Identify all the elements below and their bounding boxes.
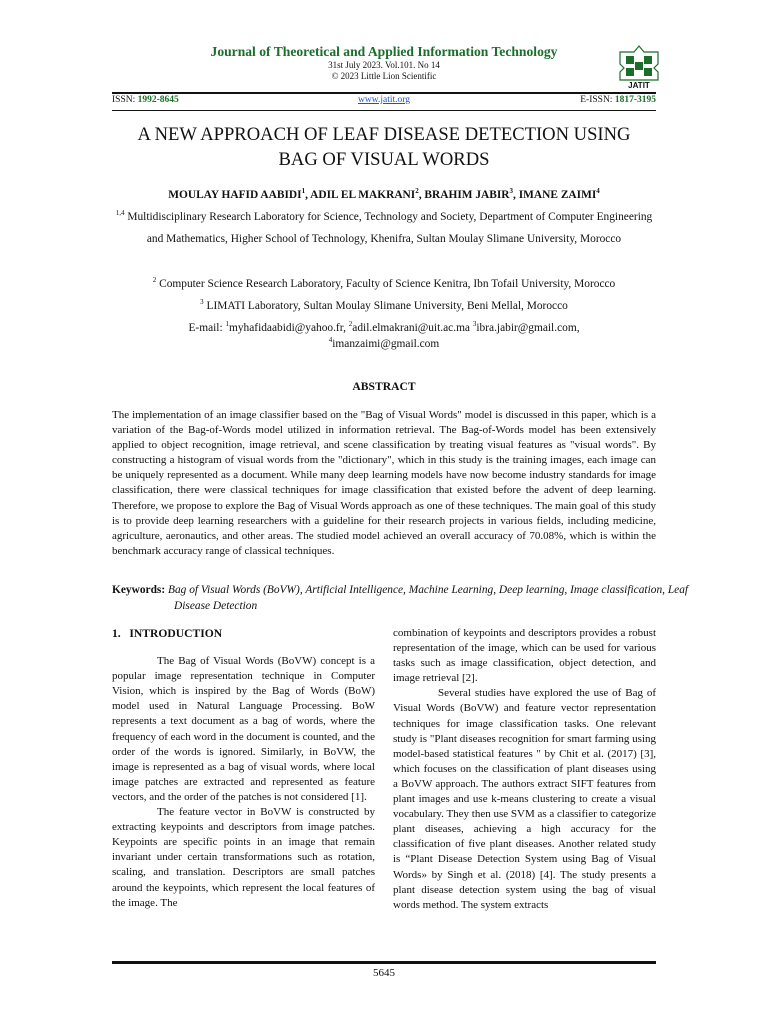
issue-line: 31st July 2023. Vol.101. No 14 — [328, 60, 440, 70]
affiliation: $^3$ LIMATI Laboratory, Sultan Moulay Slimane University, Beni Mellal, Morocco — [200, 298, 568, 312]
eissn: E-ISSN: 1817-3195 — [580, 95, 656, 105]
issn-rule — [112, 110, 656, 111]
header-rule — [112, 92, 656, 94]
author: ADIL EL MAKRANI$^2$, — [310, 187, 425, 201]
copyright-line: © 2023 Little Lion Scientific — [331, 71, 437, 81]
paper-title: A NEW APPROACH OF LEAF DISEASE DETECTION USING BAG OF VISUAL WORDS — [137, 124, 631, 170]
paragraph: combination of keypoints and descriptors provides a robust representation of the image, which can be used for various tasks such as image classification, object detection, and image retrieval [2]. — [393, 627, 656, 685]
paragraph: Several studies have explored the use of Bag of Visual Words (BoVW) and feature vector representation techniques for image classification tasks. One relevant study is "Plant diseases recognition for smart farming using model-based statistical features " by Chit et al. (2017) [3], which focuses on the classification of plant diseases using a BoVW approach. The authors extract SIFT features from plant images and use k-means clustering to create a visual vocabulary. They then use SVM as a classifier to categorize plant diseases, achieving a high accuracy for the classification of five plant diseases. Another related study is “Plant Disease Detection System using Bag of Visual Words» by Singh et al. (2018) [4]. The study presents a plant disease detection system using the bag of visual words method. The system extracts — [393, 687, 656, 911]
abstract-text: The implementation of an image classifier based on the "Bag of Visual Words" model is discussed in this paper, which is a variation of the Bag-of-Words model utilized in information retrieval. The Bag-of-Words model has been extensively applied to object recognition, image retrieval, and scene classification by treating visual features as "visual words". By constructing a histogram of visual words from the "dictionary", which in this study is the training images, each image can be uniquely represented as a document. While many deep learning models have now become industry standards for image classification, there were classical techniques for image classification that existed before the advent of deep learning. Therefore, we propose to explore the Bag of Visual Words approach as one of these techniques. The main goal of this study is to provide deep learning researchers with a guideline for their research projects in various fields, including medicine, agriculture, aeronautics, and other areas. The studied model achieved an overall accuracy of 70.08%, which is within the benchmark accuracy range of classical techniques. — [112, 409, 656, 557]
issn: ISSN: 1992-8645 — [112, 95, 179, 105]
website-link-wrap — [112, 95, 656, 105]
right-column — [393, 626, 656, 913]
jatit-logo — [616, 44, 662, 90]
svg-text:JATIT: JATIT — [628, 81, 650, 90]
abstract-heading: ABSTRACT — [352, 380, 416, 393]
email[interactable]: $^3$ibra.jabir@gmail.com — [472, 320, 577, 334]
journal-header — [112, 40, 656, 94]
keywords-label: Keywords: — [112, 584, 168, 596]
author: IMANE ZAIMI$^4$ — [518, 187, 600, 201]
email[interactable]: $^2$adil.elmakrani@uit.ac.ma — [348, 320, 470, 334]
left-column — [112, 626, 375, 911]
email[interactable]: $^1$myhafidaabidi@yahoo.fr — [225, 320, 344, 334]
paragraph: The Bag of Visual Words (BoVW) concept is a popular image representation technique in Computer Vision, which is inspired by the Bag of Words (BoW) model used in Natural Language Processing. BoW represents a text document as a bag of words, where the frequency of each word in the document is counted, and the order of the words is ignored. Similarly, in BoVW, the image is represented as a bag of visual words, where local image patches are extracted and represented as feature vectors, and the order of the patches is not considered [1]. — [112, 655, 375, 803]
page-number: 5645 — [373, 967, 395, 979]
keywords — [112, 582, 718, 614]
author: MOULAY HAFID AABIDI$^1$, — [168, 187, 311, 201]
issn-row — [112, 95, 656, 109]
keywords-text: Bag of Visual Words (BoVW), Artificial Intelligence, Machine Learning, Deep learning, Image classification, Leaf Disease Detection — [168, 584, 689, 612]
email-list: E-mail: $^1$myhafidaabidi@yahoo.fr, $^2$adil.elmakrani@uit.ac.ma $^3$ibra.jabir@gmail.com, $^4$imanzaimi@gmail.com — [188, 320, 580, 350]
author: BRAHIM JABIR$^3$, — [424, 187, 519, 201]
author-list — [112, 189, 656, 201]
affiliation: $^2$ Computer Science Research Laboratory, Faculty of Science Kenitra, Ibn Tofail University, Morocco — [152, 276, 616, 290]
paragraph: The feature vector in BoVW is constructed by extracting keypoints and descriptors from image patches. Keypoints are specific points in an image that remain invariant under certain transformations such as rotation, scaling, and translation. Descriptors are small patches around the keypoints, which represent the local features of the image. The — [112, 806, 375, 909]
website-link[interactable]: www.jatit.org — [358, 95, 410, 105]
email[interactable]: $^4$imanzaimi@gmail.com — [328, 336, 440, 350]
section-heading: 1. INTRODUCTION — [112, 627, 223, 640]
journal-title: Journal of Theoretical and Applied Information Technology — [210, 44, 558, 59]
footer-rule — [112, 961, 656, 964]
affiliation: $^{1,4}$ Multidisciplinary Research Laboratory for Science, Technology and Society, Department of Computer Engineering and Mathematics, Higher School of Technology, Khenifra, Sultan Moulay Slimane University, Morocco — [115, 209, 653, 245]
